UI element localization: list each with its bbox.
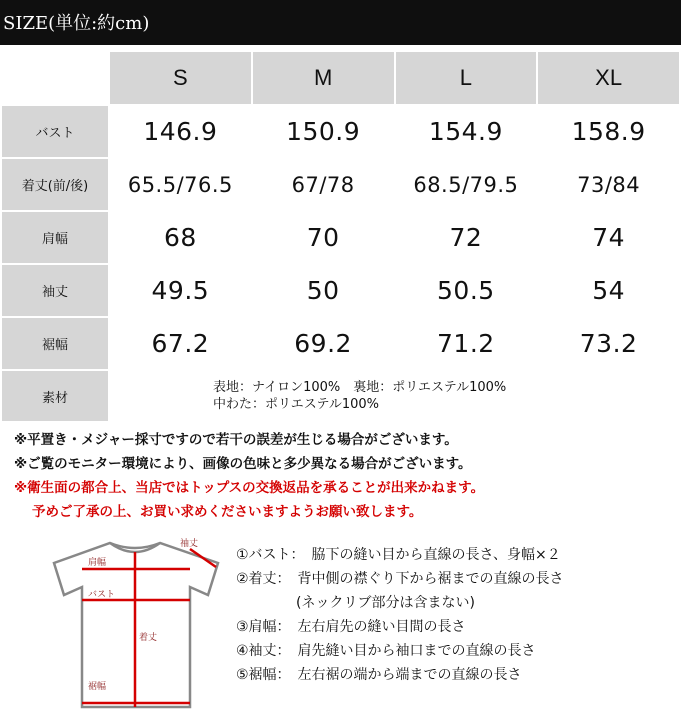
measurement-guide (236, 543, 564, 687)
hem-l: 71.2 (395, 317, 538, 370)
size-xl-header: XL (537, 51, 680, 105)
hem-m: 69.2 (252, 317, 395, 370)
shoulder-xl: 74 (537, 211, 680, 264)
hem-label: 裾幅 (1, 317, 109, 370)
bust-l: 154.9 (395, 105, 538, 158)
material-line-2: 中わた：ポリエステル100% (213, 397, 379, 412)
length-xl: 73/84 (537, 158, 680, 211)
bust-label: バスト (1, 105, 109, 158)
note-4: 予めご了承の上、お買い求めくださいますようお願い致します。 (32, 504, 423, 520)
bust-row (1, 105, 680, 158)
size-header-row (1, 51, 680, 105)
sleeve-m: 50 (252, 264, 395, 317)
hem-row (1, 317, 680, 370)
sleeve-row (1, 264, 680, 317)
shoulder-s: 68 (109, 211, 252, 264)
length-s: 65.5/76.5 (109, 158, 252, 211)
size-m-header: M (252, 51, 395, 105)
sleeve-line (190, 549, 216, 567)
length-diagram-label: 着丈 (139, 633, 158, 643)
notes (14, 428, 484, 524)
size-s-header: S (109, 51, 252, 105)
material-label: 素材 (1, 370, 109, 422)
tshirt-diagram (40, 535, 230, 720)
length-label: 着丈(前/後) (1, 158, 109, 211)
material-row (1, 370, 680, 422)
measure-bust: ①バスト： 脇下の縫い目から直線の長さ、身幅×２ (236, 547, 561, 563)
sleeve-diagram-label: 袖丈 (180, 539, 199, 549)
corner-cell (1, 51, 109, 105)
material-line-1: 表地：ナイロン100% 裏地：ポリエステル100% (213, 380, 507, 395)
length-m: 67/78 (252, 158, 395, 211)
shoulder-m: 70 (252, 211, 395, 264)
hem-xl: 73.2 (537, 317, 680, 370)
bust-s: 146.9 (109, 105, 252, 158)
note-1: ※平置き・メジャー採寸ですので若干の誤差が生じる場合がございます。 (14, 432, 458, 448)
shoulder-label: 肩幅 (1, 211, 109, 264)
hem-s: 67.2 (109, 317, 252, 370)
note-2: ※ご覧のモニター環境により、画像の色味と多少異なる場合がございます。 (14, 456, 472, 472)
size-title: SIZE(単位:約cm) (3, 13, 150, 34)
size-l-header: L (395, 51, 538, 105)
note-3: ※衛生面の都合上、当店ではトップスの交換返品を承ることが出来かねます。 (14, 480, 485, 496)
bust-diagram-label: バスト (88, 590, 116, 600)
sleeve-s: 49.5 (109, 264, 252, 317)
bust-m: 150.9 (252, 105, 395, 158)
measure-sleeve: ④袖丈： 肩先縫い目から袖口までの直線の長さ (236, 643, 536, 659)
length-row (1, 158, 680, 211)
size-table (0, 50, 681, 423)
measure-hem: ⑤裾幅： 左右裾の端から端までの直線の長さ (236, 667, 522, 683)
sleeve-l: 50.5 (395, 264, 538, 317)
bust-xl: 158.9 (537, 105, 680, 158)
sleeve-label: 袖丈 (1, 264, 109, 317)
measure-length: ②着丈： 背中側の襟ぐり下から裾までの直線の長さ (236, 571, 564, 587)
shoulder-row (1, 211, 680, 264)
measure-length-note: (ネックリブ部分は含まない) (296, 595, 475, 611)
size-header (0, 0, 681, 45)
length-l: 68.5/79.5 (395, 158, 538, 211)
hem-diagram-label: 裾幅 (88, 682, 107, 692)
measure-shoulder: ③肩幅： 左右肩先の縫い目間の長さ (236, 619, 466, 635)
material-value (109, 370, 680, 422)
shoulder-diagram-label: 肩幅 (88, 558, 107, 568)
sleeve-xl: 54 (537, 264, 680, 317)
shoulder-l: 72 (395, 211, 538, 264)
